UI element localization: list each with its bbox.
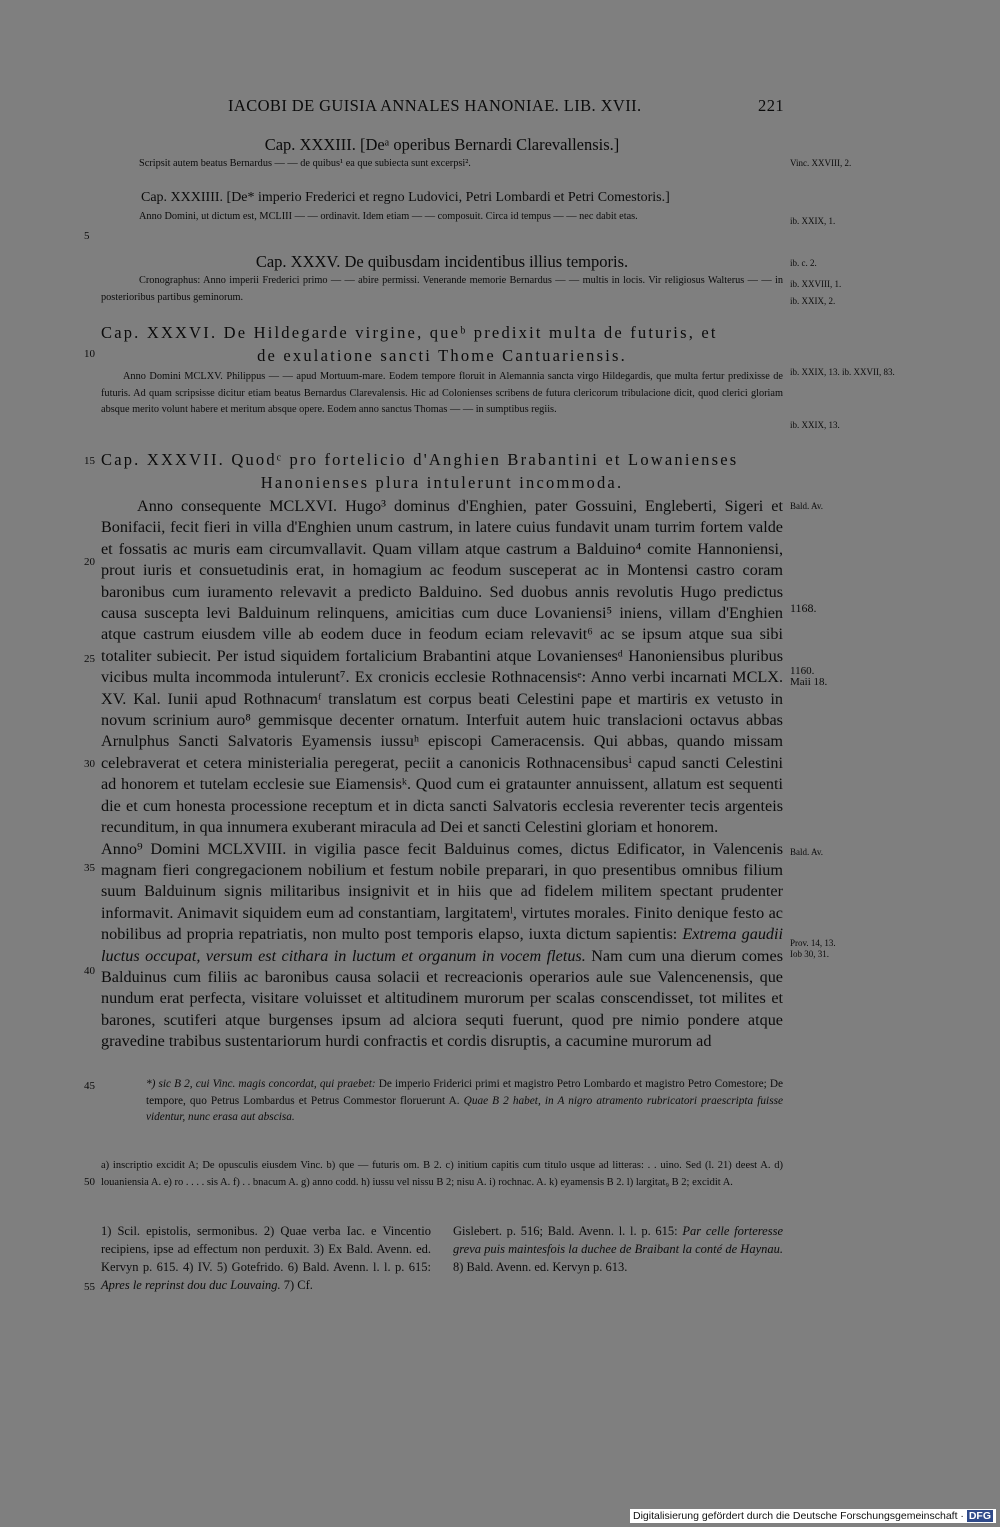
margin-note: Prov. 14, 13. Iob 30, 31. (790, 938, 836, 959)
line-number: 50 (84, 1176, 95, 1188)
chapter-paragraph: Anno consequente MCLXVI. Hugo³ dominus d'Enghien, pater Gossuini, Engleberti, Sigeri et Bonifacii, fecit fieri in villa d'Enghien unum castrum, in latere cuius fundavit unam turrim fortem valde et fossatis ac muris eam circumvallavit. Quam villam atque castrum a Balduino⁴ comite Hannoniensi, prout iuris et consuetudinis erat, in homagium ac feodum susceperat ac in Montensi castro coram baronibus cum iuramento relevavit a predicto Balduino. Sed duobus annis revolutis Hugo predictus causa suscepta levi Balduinum relinquens, amicitias cum duce Lovaniensi⁵ iniens, villam d'Enghien atque castrum eiusdem ville ab eodem duce in feodum eciam relevavit⁶ ac se ipsum atque sua sibi totaliter subiecit. Per istud siquidem fortalicium Brabantini atque Lovaniensesᵈ Hanoniensibus pluribus vicibus multa incommoda intulerunt⁷. Ex cronicis ecclesie Rothnacensisᵉ: Anno verbi incarnati MCLX. XV. Kal. Iunii apud Rothnacumᶠ translatum est corpus beati Celestini pape et martiris ex vetusto in novum scrinium auro⁸ gemmisque decenter ornatum. Interfuit autem huic translacioni octavus abbas Arnulphus Sancti Salvatoris Eyamensis iussuʰ episcopi Cameracensis. Qui abbas, quando missam celebraverat et cetera ministerialia peregerat, peciit a canonicis Rothnacensibusⁱ capud sancti Celestini ad honorem et tutelam ecclesie sue Eiamensisᵏ. Quod cum ei grataunter annuissent, allatum est sequenti die et cum honesta processione receptum et in dicta sancti Salvatoris ecclesia reverenter tecis argenteis recunditum, in qua innumera exuberant miracula ad Dei et sancti Celestini gloriam et honorem. (101, 497, 783, 837)
footnote-part: De imperio Friderici primi et magistro Petro Lombardo et magistro Petro Comestore; De tempore, quo Petrus Lombardus et Petrus Commestor floruerunt A. (146, 1078, 784, 1107)
heading-line: de exulatione sancti Thome Cantuariensis. (257, 346, 627, 365)
margin-note: ib. XXIX, 1. (790, 216, 836, 226)
chapter-36 (101, 321, 783, 419)
source-notes (101, 1222, 783, 1294)
chapter-heading (101, 321, 783, 344)
margin-note: ib. XXIX, 2. (790, 296, 836, 306)
footnote-text (101, 1076, 783, 1126)
variant-readings (101, 1158, 783, 1191)
running-header (228, 96, 784, 116)
margin-note: 1168. (790, 601, 817, 615)
margin-note: ib. XXVIII, 1. (790, 279, 842, 289)
chapter-33 (101, 133, 783, 173)
line-number: 20 (84, 556, 95, 568)
footnote-part: Quae B 2 habet, in A nigro atramento rubricatori praescripta fuisse videntur, nunc erasa aut abscisa. (146, 1094, 783, 1123)
note-text: 7) Cf. (283, 1278, 313, 1292)
chapter-text: Anno Domini MCLXV. Philippus — — apud Mortuum-mare. Eodem tempore floruit in Alemannia sancta virgo Hildegardis, que multa fertur predixisse de futuris. Ad quam scripsisse dicitur etiam beatus Bernardus Clarevalensis. Hic ad Colonienses scribens de futura clericorum tribulacione dicit, quod clerici gloriam absque merito volunt habere et meritum absque opere. Eodem anno sanctus Thomas — — in sumptibus regiis. (101, 371, 783, 415)
margin-note: Bald. Av. (790, 501, 823, 511)
margin-note: ib. XXIX, 13. (790, 420, 840, 430)
note-text: 1) Scil. epistolis, sermonibus. 2) Quae verba Iac. e Vincentio recipiens, ipse ad effectum non perduxit. 3) Ex Bald. Avenn. ed. Kervyn p. 615. 4) IV. 5) Gotefrido. 6) Bald. Avenn. l. l. p. 615: (101, 1224, 431, 1274)
dfg-footer (630, 1509, 996, 1523)
chapter-heading (101, 471, 783, 494)
line-number: 35 (84, 862, 95, 874)
paragraph-text: Nam cum una dierum comes Balduinus cum filiis ac baronibus causa solacii et recreacionis operarios aule sue Valencenensis, que nundum erat perfecta, visitare voluisset et altitudinem murorum per scalas conscendisset, tot milites et barones, scutiferi atque burgenses ipsum ad alciora sequti fuerunt, quod pre nimio pondere atque gravedine trabibus sustentariorum hurdi confractis et cordis disruptis, a cacumine murorum ad (101, 946, 783, 1051)
note-text: Par celle forteresse greva puis maintesfois la duchee de Braibant la conté de Haynau. (453, 1224, 783, 1256)
margin-note: Bald. Av. (790, 847, 823, 857)
footnote-part: *) sic B 2, cui Vinc. magis concordat, qui praebet: (146, 1078, 376, 1090)
chapter-text: Scripsit autem beatus Bernardus — — de quibus¹ ea que subiecta sunt excerpsi². (139, 158, 471, 169)
footnote-asterisk (101, 1076, 783, 1126)
heading-line: Cap. XXXVII. Quodᶜ pro fortelicio d'Anghien Brabantini et Lowanienses (101, 450, 739, 469)
chapter-heading: Cap. XXXV. De quibusdam incidentibus illius temporis. (255, 252, 629, 271)
paragraph-text: Anno⁹ Domini MCLXVIII. in vigilia pasce fecit Balduinus comes, dictus Edificator, in Valencenis magnam fieri congregacionem nobilium et festum nobile preparari, in quo presentibus omnibus filium suum Balduinum signis militaribus insignivit et in hiis que ad fidelem militem spectant prudenter informavit. Animavit siquidem eum ad constantiam, largitatemˡ, virtutes morales. Finito denique festo ac nobilibus ad propria repatriatis, non multo post temporis elapso, iuxta dictum sapientis: (101, 839, 783, 944)
line-number: 15 (84, 455, 95, 467)
line-number: 10 (84, 348, 95, 360)
chapter-text: Anno Domini, ut dictum est, MCLIII — — ordinavit. Idem etiam — — composuit. Circa id tempus — — nec dabit etas. (139, 211, 638, 222)
chapter-34 (101, 186, 783, 226)
variant-text: a) inscriptio excidit A; De opusculis eiusdem Vinc. b) que — futuris om. B 2. c) initium capitis cum titulo usque ad litteras: . . uino. Sed (l. 21) deest A. d) louaniensia A. e) ro . . . . sis A. f) . . bnacum A. g) anno codd. h) iussu vel nissu B 2; nisu A. i) rochnac. A. k) eyamensis B 2. l) largitat₉ B 2; excidit A. (101, 1160, 783, 1188)
chapter-text: Cronographus: Anno imperii Frederici primo — — abire permissi. Venerande memorie Bernardus — — multis in locis. Vir religiosus Walterus — — in posterioribus partibus geminorum. (101, 275, 783, 303)
source-notes-left (101, 1222, 431, 1294)
margin-note: Vinc. XXVIII, 2. (790, 158, 852, 168)
note-text: Apres le reprinst dou duc Louvaing. (101, 1278, 281, 1292)
note-text: Gislebert. p. 516; Bald. Avenn. l. l. p. 615: (453, 1224, 678, 1238)
chapter-37 (101, 448, 783, 1053)
line-number: 5 (84, 230, 90, 242)
chapter-heading (101, 344, 783, 367)
heading-line: Cap. XXXVI. De Hildegarde virgine, queᵇ predixit multa de futuris, et (101, 323, 718, 342)
chapter-heading (101, 448, 783, 471)
margin-note: ib. XXIX, 13. ib. XXVII, 83. (790, 367, 895, 377)
chapter-35 (101, 250, 783, 306)
footer-text: Digitalisierung gefördert durch die Deutsche Forschungsgemeinschaft · (632, 1510, 964, 1522)
line-number: 40 (84, 965, 95, 977)
quotation: Extrema gaudii luctus occupat, versum est cithara in luctum et organum in vocem fletus. (101, 925, 784, 965)
chapter-heading: Cap. XXXIII. [Deᵃ operibus Bernardi Clarevallensis.] (264, 135, 620, 154)
dfg-logo: DFG (968, 1510, 991, 1522)
margin-note: ib. c. 2. (790, 258, 817, 268)
line-number: 45 (84, 1080, 95, 1092)
source-notes-right (453, 1222, 783, 1294)
note-text: 8) Bald. Avenn. ed. Kervyn p. 613. (453, 1260, 628, 1274)
line-number: 30 (84, 758, 95, 770)
running-title: IACOBI DE GUISIA ANNALES HANONIAE. LIB. XVII. (228, 96, 642, 115)
heading-line: Hanonienses plura intulerunt incommoda. (260, 473, 624, 492)
chapter-heading: Cap. XXXIIII. [De* imperio Frederici et regno Ludovici, Petri Lombardi et Petri Comestoris.] (141, 190, 670, 205)
margin-note: 1160. Maii 18. (790, 665, 828, 688)
line-number: 55 (84, 1281, 95, 1293)
chapter-paragraph (101, 839, 783, 1053)
line-number: 25 (84, 653, 95, 665)
page-number: 221 (758, 96, 784, 115)
